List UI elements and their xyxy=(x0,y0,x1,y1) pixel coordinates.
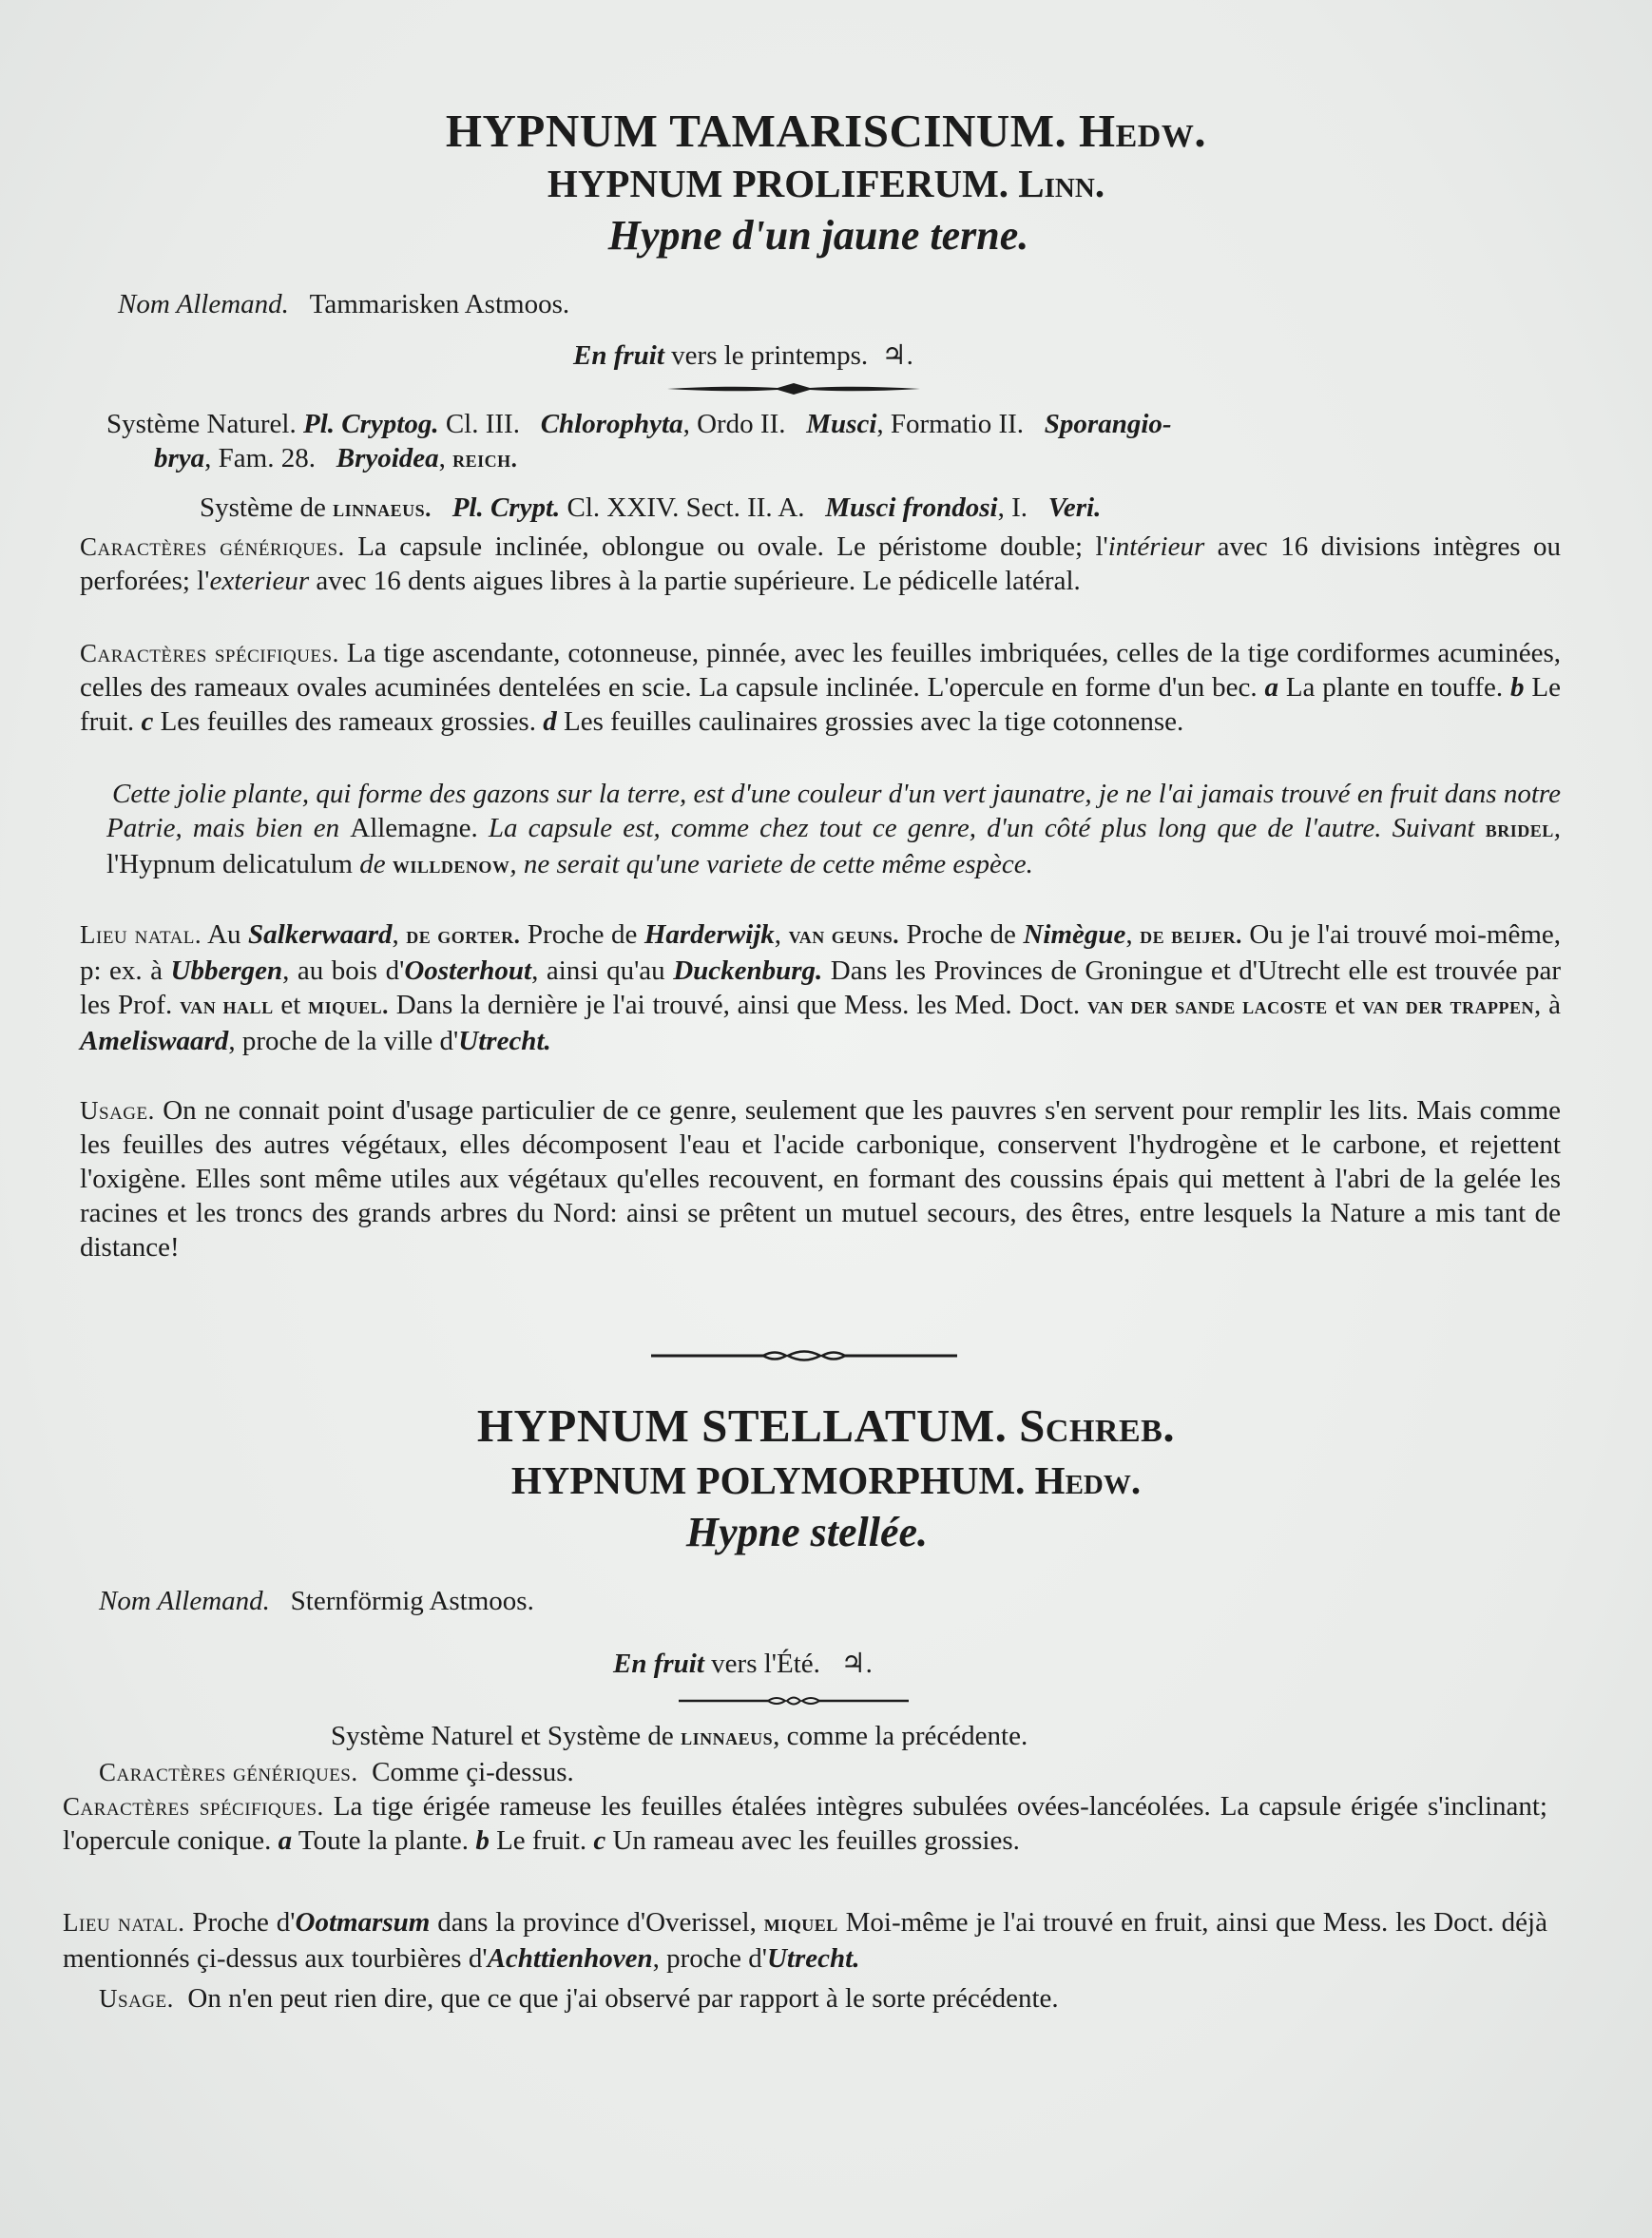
section1-natural-system-line2 xyxy=(154,441,517,477)
section1-fruit-text: vers le printemps. xyxy=(671,340,869,371)
section1-linnaean-system xyxy=(200,491,1101,527)
section2-specific-label: Caractères spécifiques. xyxy=(63,1792,324,1821)
section2-habitat-t1: Proche d' xyxy=(192,1907,296,1938)
section2-systems-text: , comme la précédente. xyxy=(773,1721,1028,1751)
section2-figure-c: c xyxy=(593,1825,606,1856)
section1-generic-characters xyxy=(80,530,1561,598)
section1-habitat-nimegue: Nimègue xyxy=(1023,919,1126,950)
section1-habitat-de-gorter: de gorter. xyxy=(406,923,521,949)
section1-specific-text-1: La tige ascendante, cotonneuse, pinnée, avec les feuilles imbriquées, celles de la tige cordiformes acuminées, celles des rameaux ovales acuminées dentelées en scie. La capsule inclinée. L'opercule en forme d'un bec. xyxy=(80,638,1561,703)
section1-natural-system-ordo: , Ordo II. xyxy=(682,409,786,439)
section2-habitat-miquel: miquel xyxy=(763,1911,838,1937)
section1-nom-value: Tammarisken Astmoos. xyxy=(309,289,570,319)
section1-linnaean-label: Système de xyxy=(200,492,326,523)
section1-natural-system-plant: Pl. Cryptog. xyxy=(302,409,439,439)
section1-linnaean-musci: Musci frondosi xyxy=(825,492,998,523)
section2-synonym-author: Hedw. xyxy=(1034,1458,1142,1502)
section2-habitat-utrecht: Utrecht. xyxy=(766,1943,860,1974)
section1-synonym-author: Linn. xyxy=(1018,162,1105,205)
section1-note-hypnum: l'Hypnum delicatulum xyxy=(106,849,353,879)
section1-linnaean-author: linnaeus. xyxy=(333,496,432,522)
section1-habitat-t19: Dans les Provinces de Groningue et d'Utrecht elle est trouvée par les Prof. xyxy=(80,955,1561,1020)
section2-habitat-label: Lieu natal. xyxy=(63,1908,185,1937)
section1-habitat-ameliswaard: Ameliswaard xyxy=(80,1026,229,1056)
section2-habitat-ootmarsum: Ootmarsum xyxy=(295,1907,431,1938)
section1-habitat-t5: Proche de xyxy=(520,919,644,950)
section2-habitat xyxy=(63,1905,1547,1976)
section1-habitat-utrecht: Utrecht. xyxy=(458,1026,551,1056)
section1-note-bridel: bridel xyxy=(1485,817,1554,842)
section1-usage xyxy=(80,1093,1561,1264)
section2-generic-text: Comme çi-dessus. xyxy=(372,1757,574,1787)
section1-habitat-t3: , xyxy=(392,919,407,950)
section1-specific-label: Caractères spécifiques. xyxy=(80,639,339,667)
section2-habitat-t7: , proche d' xyxy=(652,1943,767,1974)
section1-note-de: de xyxy=(352,849,393,879)
section1-generic-text-1: La capsule inclinée, oblongue ou ovale. Le péristome double; l' xyxy=(357,531,1108,562)
section1-note-text-1: Cette jolie plante, qui forme des gazons sur la terre, est d'une couleur d'un vert jaunatre, je ne l'ai jamais trouvé en fruit dans notre Patrie, mais bien en xyxy=(106,779,1561,843)
section1-habitat-duckenburg: Duckenburg. xyxy=(673,955,823,986)
section2-specific-text-1: La tige érigée rameuse les feuilles étalées intègres subulées ovées-lancéolées. La capsule érigée s'inclinant; l'opercule conique. xyxy=(63,1791,1547,1856)
section1-natural-system-label: Système Naturel. xyxy=(106,409,297,439)
section2-title-block xyxy=(0,1398,1652,1559)
section1-linnaean-plant: Pl. Crypt. xyxy=(451,492,561,523)
section2-habitat-t3: dans la province d'Overissel, xyxy=(430,1907,764,1938)
section1-natural-system-bryoidea: Bryoidea xyxy=(336,443,439,473)
section1-habitat-label: Lieu natal. xyxy=(80,920,202,949)
section1-title-author: Hedw. xyxy=(1078,105,1207,157)
section1-habitat xyxy=(80,917,1561,1058)
section1-habitat-t27: , à xyxy=(1534,990,1561,1020)
section1-generic-text-2: avec 16 divisions intègres ou perforées; l' xyxy=(80,531,1561,596)
section1-habitat-t11: , xyxy=(1125,919,1141,950)
section2-nom-label: Nom Allemand. xyxy=(99,1586,270,1616)
section1-specific-characters xyxy=(80,636,1561,739)
section1-habitat-harderwijk: Harderwijk xyxy=(644,919,775,950)
section1-natural-system-division: Chlorophyta xyxy=(540,409,683,439)
section2-habitat-achttienhoven: Achttienhoven xyxy=(487,1943,653,1974)
section1-generic-exterieur: exterieur xyxy=(209,566,310,596)
section2-nom-value: Sternförmig Astmoos. xyxy=(290,1586,534,1616)
section1-generic-label: Caractères génériques. xyxy=(80,532,345,561)
section1-title-block xyxy=(0,103,1652,262)
section2-systems-label: Système Naturel et Système de xyxy=(331,1721,674,1751)
section1-generic-interieur: intérieur xyxy=(1107,531,1205,562)
section1-figure-c: c xyxy=(141,706,154,737)
section1-habitat-t29: , proche de la ville d' xyxy=(228,1026,459,1056)
section1-synonym xyxy=(0,158,1652,209)
section2-synonym xyxy=(0,1455,1652,1506)
section2-specific-text-2: Toute la plante. xyxy=(292,1825,476,1856)
section2-french-name: Hypne stellée. xyxy=(685,1509,929,1555)
section1-habitat-van-geuns: van geuns. xyxy=(788,923,900,949)
section1-observation-note xyxy=(106,777,1561,883)
section1-natural-system-comma: , xyxy=(438,443,453,473)
section2-synonym-name: HYPNUM POLYMORPHUM. xyxy=(510,1458,1026,1502)
section1-habitat-t25: et xyxy=(1327,990,1363,1020)
section2-systems xyxy=(331,1719,1028,1755)
section1-specific-text-3: Le fruit. xyxy=(80,672,1561,737)
section1-figure-a: a xyxy=(1264,672,1278,703)
section1-habitat-t21: et xyxy=(273,990,309,1020)
section1-linnaean-class: Cl. XXIV. Sect. II. A. xyxy=(567,492,805,523)
section1-natural-system-class: Cl. III. xyxy=(445,409,520,439)
section1-habitat-t7: , xyxy=(774,919,789,950)
section2-title-author: Schreb. xyxy=(1019,1399,1176,1452)
section1-figure-d: d xyxy=(543,706,557,737)
section1-fruit-label: En fruit xyxy=(573,340,664,371)
section1-habitat-t1: Au xyxy=(207,919,249,950)
section1-habitat-t13: Ou je l'ai trouvé moi-même, p: ex. à xyxy=(80,919,1561,986)
section1-natural-system-sporangio: Sporangio- xyxy=(1044,409,1172,439)
section2-perennial-symbol: ♃. xyxy=(840,1649,873,1679)
section1-habitat-t17: , ainsi qu'au xyxy=(531,955,674,986)
section1-habitat-de-beijer: de beijer. xyxy=(1140,923,1242,949)
section1-usage-label: Usage. xyxy=(80,1096,155,1125)
section1-fruiting xyxy=(573,338,913,373)
section1-nom-label: Nom Allemand. xyxy=(118,289,289,319)
section2-systems-author: linnaeus xyxy=(681,1725,774,1750)
section1-title xyxy=(0,103,1652,160)
section1-natural-system-author: reich. xyxy=(452,447,518,473)
section1-habitat-van-hall: van hall xyxy=(180,994,274,1019)
section1-linnaean-number: , I. xyxy=(997,492,1028,523)
section1-natural-system-formatio: , Formatio II. xyxy=(876,409,1025,439)
section1-figure-b: b xyxy=(1510,672,1525,703)
section1-specific-text-2: La plante en touffe. xyxy=(1277,672,1511,703)
section1-note-text-2: La capsule est, comme chez tout ce genre, d'un côté plus long que de l'autre. Suivant xyxy=(477,813,1486,843)
section2-generic-characters xyxy=(99,1755,574,1789)
section1-note-allemagne: Allemagne. xyxy=(350,813,478,843)
section2-title xyxy=(0,1398,1652,1455)
section1-usage-text: On ne connait point d'usage particulier de ce genre, seulement que les pauvres s'en servent pour remplir les lits. Mais comme les feuilles des autres végétaux, elles décomposent l'eau et l'acide carbonique, conservent l'hydrogène et le carbone, et rejettent l'oxigène. Elles sont même utiles aux végétaux qu'elles recouvent, en formant des coussins épais qui mettent à l'abri de la gelée les racines et les troncs des grands arbres du Nord: ainsi se prêtent un mutuel secours, des êtres, entre lesquels la Nature a mis tant de distance! xyxy=(80,1095,1561,1263)
section1-note-willdenow: willdenow xyxy=(392,853,510,878)
section1-natural-system xyxy=(106,407,1547,441)
section1-perennial-symbol: ♃. xyxy=(881,340,913,371)
section1-specific-text-4: Les feuilles des rameaux grossies. xyxy=(153,706,544,737)
section1-habitat-oosterhout: Oosterhout xyxy=(404,955,532,986)
section2-specific-characters xyxy=(63,1789,1547,1858)
section2-habitat-t5: Moi-même je l'ai trouvé en fruit, ainsi que Mess. les Doct. déjà mentionnés çi-dessus aux tourbières d' xyxy=(63,1907,1547,1974)
section1-habitat-t9: Proche de xyxy=(899,919,1024,950)
section1-habitat-van-der-sande-lacoste: van der sande lacoste xyxy=(1086,994,1328,1019)
ornament-divider-3 xyxy=(677,1694,911,1707)
section1-natural-system-musci: Musci xyxy=(806,409,877,439)
section1-habitat-ubbergen: Ubbergen xyxy=(170,955,283,986)
section2-generic-label: Caractères génériques. xyxy=(99,1758,358,1786)
section1-natural-system-family: , Fam. 28. xyxy=(204,443,316,473)
section2-german-name xyxy=(99,1584,534,1618)
section2-usage xyxy=(99,1981,1059,2016)
section2-fruiting xyxy=(613,1647,873,1681)
section2-usage-text: On n'en peut rien dire, que ce que j'ai observé par rapport à le sorte précédente. xyxy=(187,1983,1059,2014)
section1-habitat-salkerwaard: Salkerwaard xyxy=(248,919,393,950)
section2-figure-b: b xyxy=(475,1825,490,1856)
section2-fruit-label: En fruit xyxy=(613,1649,704,1679)
section1-habitat-t23: Dans la dernière je l'ai trouvé, ainsi que Mess. les Med. Doct. xyxy=(388,990,1087,1020)
ornament-divider-2 xyxy=(649,1347,959,1364)
section1-synonym-name: HYPNUM PROLIFERUM. xyxy=(547,162,1009,205)
ornament-divider-1 xyxy=(665,382,922,396)
section1-linnaean-veri: Veri. xyxy=(1047,492,1102,523)
section2-figure-a: a xyxy=(278,1825,293,1856)
section1-natural-system-brya: brya xyxy=(154,443,205,473)
section1-french-name: Hypne d'un jaune terne. xyxy=(607,212,1029,259)
section1-habitat-miquel: miquel. xyxy=(308,994,389,1019)
section1-habitat-t15: , au bois d' xyxy=(282,955,405,986)
section2-title-name: HYPNUM STELLATUM. xyxy=(476,1399,1008,1452)
section1-specific-text-5: Les feuilles caulinaires grossies avec la tige cotonnense. xyxy=(556,706,1184,737)
section1-note-text-3: , ne serait qu'une variete de cette même espèce. xyxy=(509,849,1033,879)
section2-fruit-text: vers l'Été. xyxy=(711,1649,820,1679)
section2-specific-text-4: Un rameau avec les feuilles grossies. xyxy=(605,1825,1020,1856)
section1-german-name xyxy=(118,287,569,321)
section2-specific-text-3: Le fruit. xyxy=(489,1825,594,1856)
section1-note-comma: , xyxy=(1553,813,1561,843)
section1-title-name: HYPNUM TAMARISCINUM. xyxy=(445,105,1067,157)
section1-generic-text-3: avec 16 dents aigues libres à la partie supérieure. Le pédicelle latéral. xyxy=(309,566,1081,596)
section2-usage-label: Usage. xyxy=(99,1984,174,2013)
section1-habitat-van-der-trappen: van der trappen xyxy=(1362,994,1535,1019)
